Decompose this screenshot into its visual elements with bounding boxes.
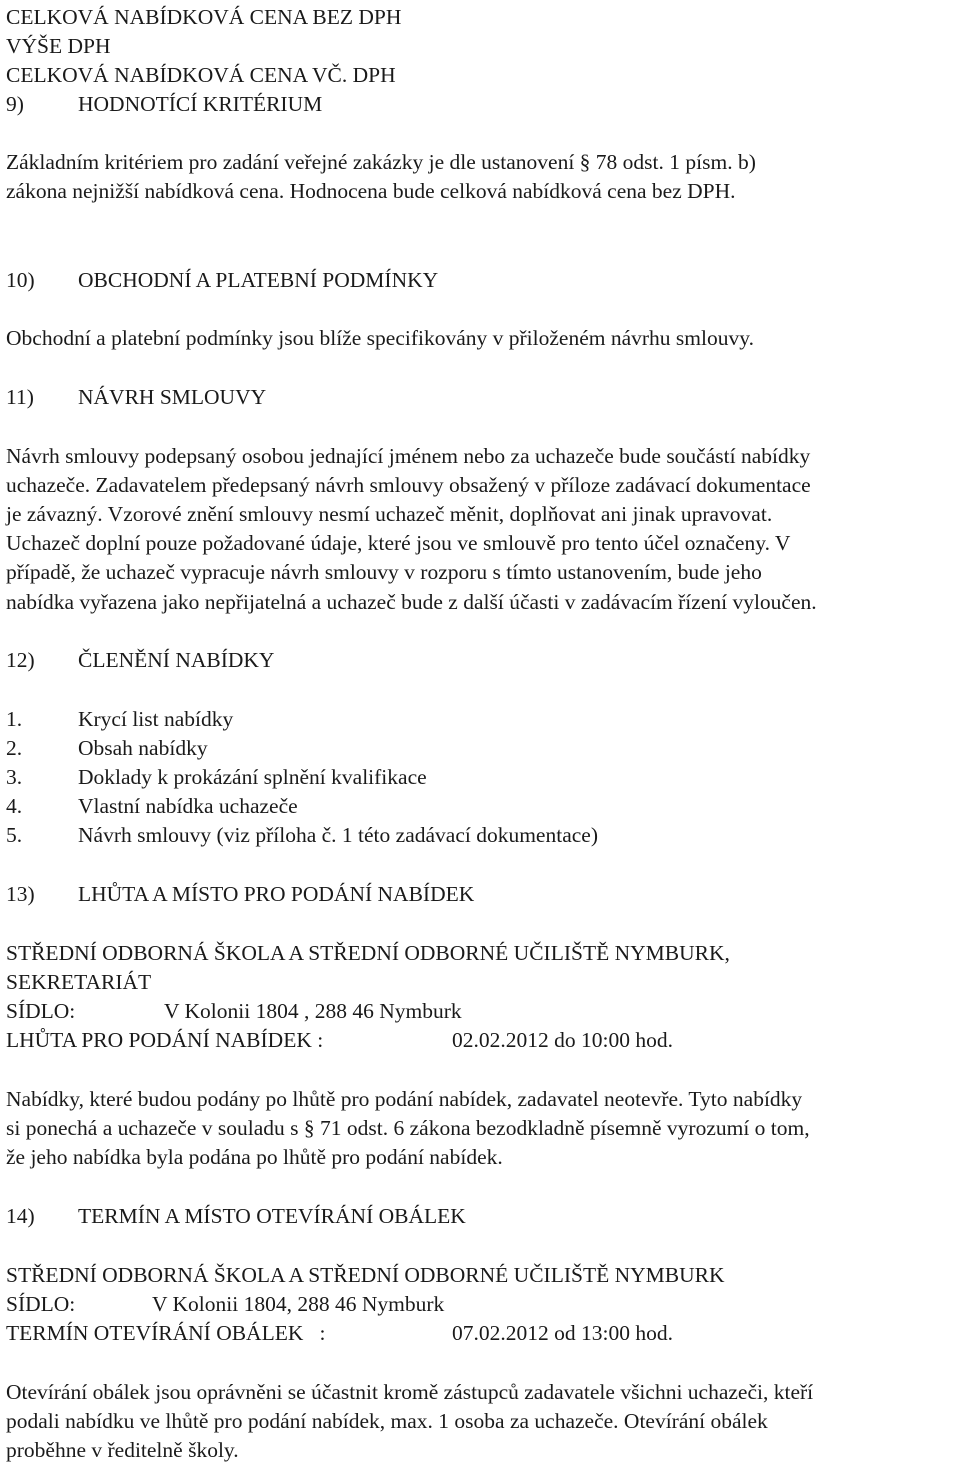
section-title: TERMÍN A MÍSTO OTEVÍRÁNÍ OBÁLEK <box>78 1204 466 1228</box>
opening-term-row <box>6 1319 673 1348</box>
list-item <box>6 821 598 850</box>
list-item-number: 4. <box>6 794 23 818</box>
list-item-number: 2. <box>6 736 23 760</box>
section-11-heading <box>6 383 266 412</box>
section-13-heading <box>6 880 474 909</box>
section-title: OBCHODNÍ A PLATEBNÍ PODMÍNKY <box>78 268 439 292</box>
list-item-number: 3. <box>6 765 23 789</box>
list-item-number: 5. <box>6 823 23 847</box>
opening-term-label: TERMÍN OTEVÍRÁNÍ OBÁLEK : <box>6 1321 326 1345</box>
section-14-text-line: podali nabídku ve lhůtě pro podání nabídek, max. 1 osoba za uchazeče. Otevírání obálek <box>6 1409 768 1433</box>
list-item-text: Vlastní nabídka uchazeče <box>78 794 298 818</box>
list-item <box>6 705 233 734</box>
list-item-text: Obsah nabídky <box>78 736 208 760</box>
section-9-heading <box>6 90 322 119</box>
section-number: 11) <box>6 385 34 409</box>
section-11-text-line: uchazeče. Zadavatelem předepsaný návrh smlouvy obsažený v příloze zadávací dokumentace <box>6 473 811 497</box>
section-12-heading <box>6 646 274 675</box>
section-number: 9) <box>6 92 24 116</box>
section-14-heading <box>6 1202 466 1231</box>
section-11-text-line: případě, že uchazeč vypracuje návrh smlouvy v rozporu s tímto ustanovením, bude jeho <box>6 560 762 584</box>
section-10-heading <box>6 266 438 295</box>
deadline-value: 02.02.2012 do 10:00 hod. <box>452 1028 673 1052</box>
address-label: SÍDLO: <box>6 999 76 1023</box>
address-row <box>6 997 462 1026</box>
list-item <box>6 734 208 763</box>
section-title: ČLENĚNÍ NABÍDKY <box>78 648 275 672</box>
section-number: 12) <box>6 648 35 672</box>
organization-name: STŘEDNÍ ODBORNÁ ŠKOLA A STŘEDNÍ ODBORNÉ UČILIŠTĚ NYMBURK, <box>6 941 730 965</box>
list-item-text: Návrh smlouvy (viz příloha č. 1 této zadávací dokumentace) <box>78 823 598 847</box>
organization-name: STŘEDNÍ ODBORNÁ ŠKOLA A STŘEDNÍ ODBORNÉ UČILIŠTĚ NYMBURK <box>6 1263 725 1287</box>
list-item-text: Doklady k prokázání splnění kvalifikace <box>78 765 427 789</box>
list-item <box>6 792 298 821</box>
section-13-text-line: že jeho nabídka byla podána po lhůtě pro podání nabídek. <box>6 1145 503 1169</box>
section-title: HODNOTÍCÍ KRITÉRIUM <box>78 92 323 116</box>
opening-term-value: 07.02.2012 od 13:00 hod. <box>452 1321 673 1345</box>
section-9-text-line: Základním kritériem pro zadání veřejné zakázky je dle ustanovení § 78 odst. 1 písm. b) <box>6 150 756 174</box>
section-11-text-line: je závazný. Vzorové znění smlouvy nesmí uchazeč měnit, doplňovat ani jinak upravovat. <box>6 502 773 526</box>
section-14-text-line: proběhne v ředitelně školy. <box>6 1438 239 1462</box>
address-value: V Kolonii 1804, 288 46 Nymburk <box>152 1292 445 1316</box>
price-without-vat: CELKOVÁ NABÍDKOVÁ CENA BEZ DPH <box>6 5 402 29</box>
address-row <box>6 1290 444 1319</box>
list-item-text: Krycí list nabídky <box>78 707 234 731</box>
section-11-text-line: Uchazeč doplní pouze požadované údaje, které jsou ve smlouvě pro tento účel označeny. V <box>6 531 791 555</box>
vat-amount: VÝŠE DPH <box>6 34 111 58</box>
section-title: NÁVRH SMLOUVY <box>78 385 267 409</box>
section-number: 10) <box>6 268 35 292</box>
list-item <box>6 763 427 792</box>
section-number: 14) <box>6 1204 35 1228</box>
section-10-text: Obchodní a platební podmínky jsou blíže specifikovány v přiloženém návrhu smlouvy. <box>6 326 754 350</box>
section-number: 13) <box>6 882 35 906</box>
address-label: SÍDLO: <box>6 1292 76 1316</box>
price-with-vat: CELKOVÁ NABÍDKOVÁ CENA VČ. DPH <box>6 63 396 87</box>
deadline-row <box>6 1026 673 1055</box>
section-title: LHŮTA A MÍSTO PRO PODÁNÍ NABÍDEK <box>78 882 475 906</box>
organization-department: SEKRETARIÁT <box>6 970 152 994</box>
deadline-label: LHŮTA PRO PODÁNÍ NABÍDEK : <box>6 1028 324 1052</box>
section-13-text-line: si ponechá a uchazeče v souladu s § 71 odst. 6 zákona bezodkladně písemně vyrozumí o tom, <box>6 1116 810 1140</box>
section-9-text-line: zákona nejnižší nabídková cena. Hodnocena bude celková nabídková cena bez DPH. <box>6 179 736 203</box>
section-11-text-line: Návrh smlouvy podepsaný osobou jednající jménem nebo za uchazeče bude součástí nabídky <box>6 444 811 468</box>
list-item-number: 1. <box>6 707 23 731</box>
section-13-text-line: Nabídky, které budou podány po lhůtě pro podání nabídek, zadavatel neotevře. Tyto nabídky <box>6 1087 803 1111</box>
section-14-text-line: Otevírání obálek jsou oprávněni se účastnit kromě zástupců zadavatele všichni uchazeči, kteří <box>6 1380 814 1404</box>
section-11-text-line: nabídka vyřazena jako nepřijatelná a uchazeč bude z další účasti v zadávacím řízení vyloučen. <box>6 590 817 614</box>
address-value: V Kolonii 1804 , 288 46 Nymburk <box>164 999 462 1023</box>
